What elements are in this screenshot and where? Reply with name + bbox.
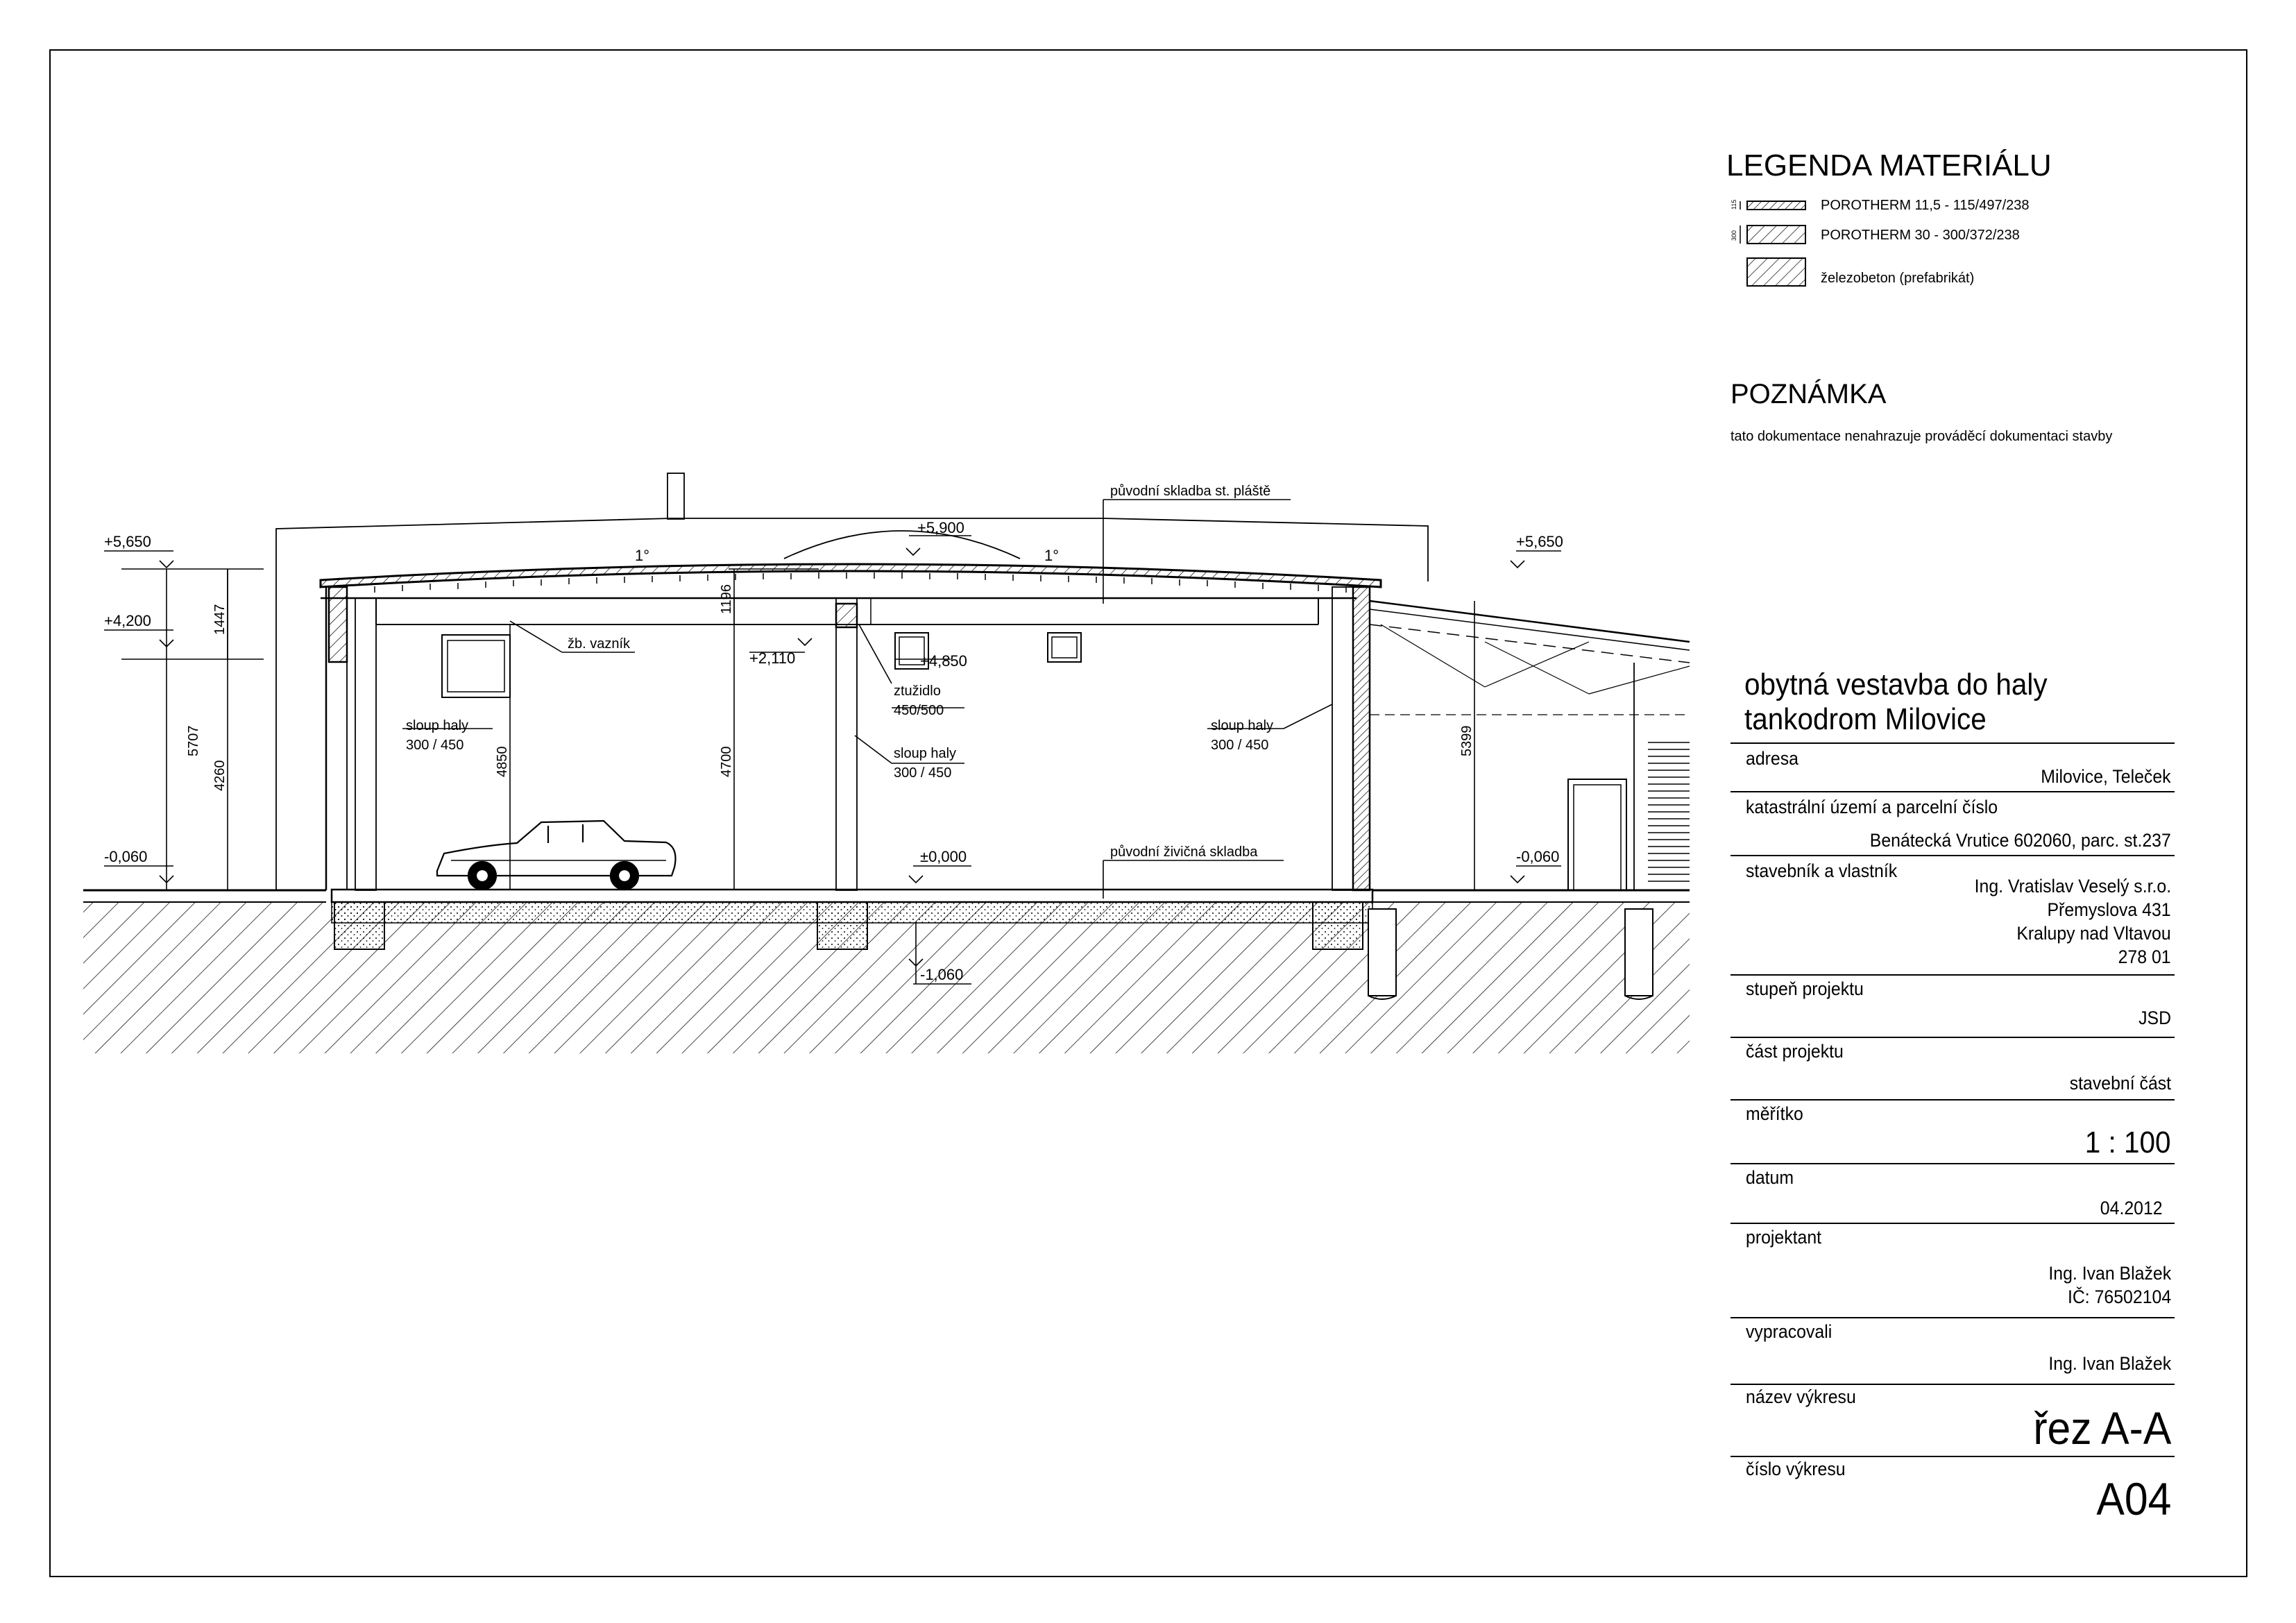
dim-5399: 5399	[1459, 725, 1474, 756]
titleblock-rule	[1730, 1223, 2175, 1224]
level-floor: ±0,000	[920, 848, 967, 865]
designer-line-2: IČ: 76502104	[2067, 1286, 2171, 1307]
designer-label: projektant	[1746, 1227, 1822, 1248]
titleblock-rule	[1730, 855, 2175, 856]
column-middle	[836, 598, 857, 890]
level-top-left: +5,650	[104, 533, 151, 550]
slope-left: 1°	[635, 547, 650, 564]
cadastre-value: Benátecká Vrutice 602060, parc. st.237	[1869, 830, 2171, 851]
slope-right: 1°	[1044, 547, 1060, 564]
dim-4700: 4700	[719, 746, 734, 777]
stage-label: stupeň projektu	[1746, 978, 1864, 999]
legend-label-reinforced-concrete: železobeton (prefabrikát)	[1821, 271, 1975, 286]
annex-door	[1568, 779, 1626, 890]
titleblock-rule	[1730, 1163, 2175, 1164]
column-right	[1332, 587, 1353, 890]
address-value: Milovice, Teleček	[2041, 766, 2171, 787]
legend-label-porotherm-300: POROTHERM 30 - 300/372/238	[1821, 228, 2020, 243]
label-column-1-b: 300 / 450	[406, 738, 464, 753]
legend-title: LEGENDA MATERIÁLU	[1726, 148, 2052, 182]
dim-4850: 4850	[495, 746, 510, 777]
right-wall	[1353, 587, 1370, 890]
annex	[1370, 601, 1690, 890]
drawing-name-value: řez A-A	[2032, 1402, 2171, 1454]
ground	[83, 890, 1690, 1053]
original-hall-outline	[276, 473, 1428, 890]
level-foundation: -1,060	[920, 966, 964, 983]
cadastre-label: katastrální území a parcelní číslo	[1746, 797, 1998, 817]
level-brace: +4,850	[920, 652, 967, 670]
dim-1196: 1196	[719, 584, 734, 614]
titleblock-rule	[1730, 1456, 2175, 1457]
legend-tag-115: 115	[1730, 199, 1737, 210]
titleblock-rule	[1730, 1099, 2175, 1101]
address-label: adresa	[1746, 748, 1798, 769]
chimney	[667, 473, 684, 519]
drawing-number-value: A04	[2095, 1473, 2171, 1524]
label-column-2-b: 300 / 450	[894, 765, 952, 781]
titleblock-rule	[1730, 974, 2175, 976]
owner-line-1: Ing. Vratislav Veselý s.r.o.	[1974, 876, 2171, 897]
level-ridge: +5,900	[917, 519, 964, 536]
label-column-2-a: sloup haly	[894, 746, 957, 761]
scale-value: 1 : 100	[2085, 1125, 2171, 1159]
legend-tag-300: 300	[1730, 230, 1737, 241]
legend-swatches	[1740, 201, 1805, 286]
date-label: datum	[1746, 1167, 1794, 1188]
label-column-3-b: 300 / 450	[1211, 738, 1269, 753]
titleblock-rule	[1730, 742, 2175, 744]
dim-4260: 4260	[212, 760, 228, 791]
titleblock-rule	[1730, 1037, 2175, 1038]
drawing-name-label: název výkresu	[1746, 1386, 1856, 1407]
level-ground-right: -0,060	[1516, 848, 1560, 865]
level-top-right: +5,650	[1516, 533, 1563, 550]
label-orig-floor: původní živičná skladba	[1110, 844, 1258, 860]
note-text: tato dokumentace nenahrazuje prováděcí dokumentaci stavby	[1730, 429, 2113, 444]
note-title: POZNÁMKA	[1730, 379, 1887, 409]
label-column-1-a: sloup haly	[406, 718, 469, 733]
stage-value: JSD	[2138, 1008, 2171, 1028]
titleblock-rule	[1730, 1317, 2175, 1318]
window-1	[442, 635, 510, 697]
part-value: stavební část	[2069, 1073, 2171, 1094]
dim-1447: 1447	[212, 604, 228, 635]
titleblock-rule	[1730, 1384, 2175, 1385]
label-truss: žb. vazník	[568, 636, 631, 652]
date-value: 04.2012	[2100, 1198, 2163, 1218]
owner-label: stavebník a vlastník	[1746, 860, 1898, 881]
level-ground-left: -0,060	[104, 848, 148, 865]
level-mid-left: +4,200	[104, 612, 151, 629]
legend-swatch-porotherm-115	[1747, 201, 1805, 210]
label-orig-roof: původní skladba st. pláště	[1110, 484, 1271, 499]
legend-swatch-porotherm-300	[1747, 226, 1805, 244]
drawing-number-label: číslo výkresu	[1746, 1459, 1846, 1479]
label-column-3-a: sloup haly	[1211, 718, 1274, 733]
owner-line-4: 278 01	[2118, 946, 2171, 967]
owner-line-3: Kralupy nad Vltavou	[2016, 923, 2171, 944]
level-mezzanine: +2,110	[749, 649, 796, 667]
drawn-label: vypracovali	[1746, 1321, 1832, 1342]
scale-label: měřítko	[1746, 1103, 1803, 1124]
column-left	[355, 598, 376, 890]
floor-slab	[332, 890, 1372, 902]
brace-section	[836, 604, 857, 627]
titleblock-rule	[1730, 791, 2175, 792]
legend-swatch-reinforced-concrete	[1747, 258, 1805, 286]
part-label: část projektu	[1746, 1041, 1844, 1062]
owner-line-2: Přemyslova 431	[2047, 899, 2171, 920]
label-brace-b: 450/500	[894, 703, 944, 718]
roof-surface	[321, 564, 1381, 587]
drawn-value: Ing. Ivan Blažek	[2048, 1353, 2171, 1374]
project-title-line-2: tankodrom Milovice	[1744, 702, 1987, 736]
legend-label-porotherm-115: POROTHERM 11,5 - 115/497/238	[1821, 198, 2030, 213]
label-brace-a: ztužidlo	[894, 683, 941, 699]
car	[437, 821, 676, 890]
dim-5707: 5707	[186, 725, 201, 756]
left-parapet-wall	[329, 587, 347, 662]
designer-line-1: Ing. Ivan Blažek	[2048, 1263, 2171, 1284]
project-title-line-1: obytná vestavba do haly	[1744, 668, 2048, 702]
